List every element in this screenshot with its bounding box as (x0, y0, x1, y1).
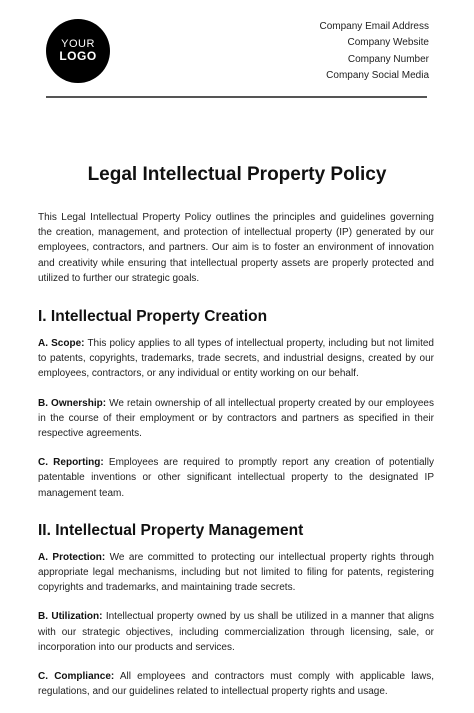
paragraph-text: All employees and contractors must comply with applicable laws, regulations, and our guidelines related to intellectual property rights and usage. (38, 671, 434, 698)
paragraph-label: A. Scope: (38, 338, 85, 350)
policy-paragraph-compliance (38, 669, 434, 699)
paragraph-text: This policy applies to all types of intellectual property, including but not limited to patents, copyrights, trademarks, trade secrets, and industrial designs, created by our employees, contractors, or any individual or entity working on our behalf. (38, 338, 434, 380)
section-heading-management: II. Intellectual Property Management (38, 521, 304, 539)
paragraph-label: C. Reporting: (38, 457, 104, 469)
paragraph-text: Intellectual property owned by us shall be utilized in a manner that aligns with our strategic objectives, including commercialization through licensing, sale, or incorporation into our products and services. (38, 611, 435, 653)
company-logo (46, 19, 110, 83)
document-title: Legal Intellectual Property Policy (87, 164, 387, 185)
paragraph-label: B. Utilization: (38, 611, 103, 623)
paragraph-label: C. Compliance: (38, 671, 115, 683)
intro-paragraph: This Legal Intellectual Property Policy outlines the principles and guidelines governing the creation, management, and protection of intellectual property (IP) generated by our employees, contractors, and partners. Our aim is to foster an environment of innovation and creativity while ensuring that intellectual property assets are properly protected and utilized to further our strategic goals. (38, 212, 434, 284)
policy-paragraph-reporting (38, 455, 434, 501)
paragraph-text: We are committed to protecting our intellectual property rights through appropriate legal mechanisms, including but not limited to filing for patents, registering copyrights and trademarks, and maintaining trade secrets. (38, 551, 434, 594)
company-website: Company Website (347, 37, 429, 49)
policy-paragraph-ownership (38, 396, 434, 442)
paragraph-label: A. Protection: (38, 551, 106, 563)
paragraph-label: B. Ownership: (38, 397, 107, 409)
logo-line-2: LOGO (59, 49, 97, 64)
paragraph-text: Employees are required to promptly report any creation of potentially patentable inventions or other significant intellectual property to the designated IP management team. (38, 457, 434, 499)
policy-paragraph-utilization (38, 609, 434, 655)
section-heading-creation: I. Intellectual Property Creation (38, 308, 268, 326)
company-social-media: Company Social Media (326, 69, 429, 81)
company-contact-block (320, 19, 430, 84)
header-divider (46, 96, 427, 98)
policy-paragraph-protection (38, 550, 434, 596)
policy-paragraph-scope (38, 336, 434, 382)
logo-line-1: YOUR (61, 37, 95, 50)
company-email: Company Email Address (319, 21, 429, 32)
company-number: Company Number (347, 53, 429, 65)
document-body (38, 210, 434, 713)
paragraph-text: We retain ownership of all intellectual property created by our employees in the course of their employment or by contractors and partners as specified in their respective agreements. (38, 397, 434, 440)
